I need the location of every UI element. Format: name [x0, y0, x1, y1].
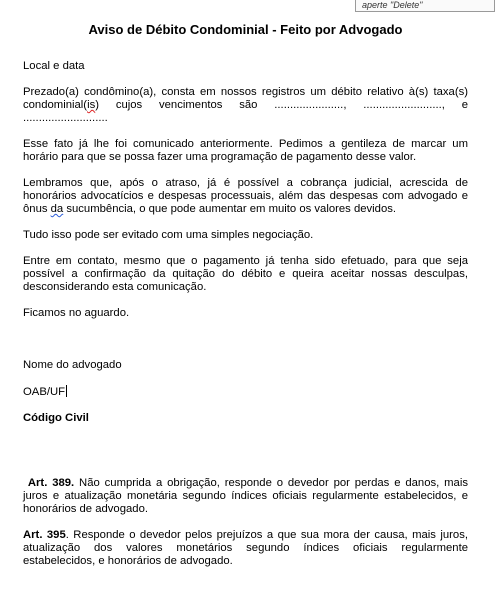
paragraph-negotiation: Tudo isso pode ser evitado com uma simples negociação.: [23, 229, 314, 241]
delete-hint-tooltip: aperte "Delete": [355, 0, 495, 12]
article-389: [23, 477, 468, 516]
paragraph-closing: Ficamos no aguardo.: [23, 307, 130, 319]
local-date-line: Local e data: [23, 60, 85, 72]
p1-text-d: ) cujos vencimentos são ......................, ........................., e ...........................: [23, 99, 468, 124]
p3-text-a: Lembramos que, após o atraso, já é possível a cobrança judicial, acrescida de honorários advocatícios e despesas processuais, além das despesas com advogado e ônus: [23, 177, 468, 215]
oab-line[interactable]: [23, 385, 468, 399]
civil-code-heading: Código Civil: [23, 412, 89, 424]
grammar-check-word[interactable]: da: [50, 203, 64, 215]
text-cursor: [66, 385, 67, 397]
paragraph-debt-notice: [23, 86, 468, 125]
p1-text-b: condominial(: [23, 99, 88, 111]
lawyer-name-line: Nome do advogado: [23, 359, 122, 371]
spellcheck-word[interactable]: is: [87, 99, 96, 111]
document-body[interactable]: [23, 60, 468, 568]
article-395-text: . Responde o devedor pelos prejuízos a que sua mora der causa, mais juros, atualização dos valores monetários segundo índices oficiais regularmente estabelecidos, e honorários de advogado.: [23, 529, 468, 567]
p3-text-c: sucumbência, o que pode aumentar em muito os valores devidos.: [63, 203, 397, 215]
document-title: Aviso de Débito Condominial - Feito por Advogado: [88, 22, 403, 37]
paragraph-previous-notice: Esse fato já lhe foi comunicado anteriormente. Pedimos a gentileza de marcar um horário para que se possa fazer uma programação de pagamento desse valor.: [23, 138, 468, 163]
article-395-label: Art. 395: [23, 529, 66, 541]
p1-text-a: Prezado(a) condômino(a), consta em nossos registros um débito relativo à(s) taxa(s): [23, 86, 468, 98]
spacer: [23, 333, 468, 359]
article-389-text: Não cumprida a obrigação, responde o devedor por perdas e danos, mais juros e atualização monetária segundo índices oficiais regularmente estabelecidos, e honorários de advogado.: [23, 477, 468, 515]
article-389-label: Art. 389.: [27, 477, 75, 489]
paragraph-contact: Entre em contato, mesmo que o pagamento já tenha sido efetuado, para que seja possível a confirmação da quitação do débito e queira aceitar nossas desculpas, desconsiderando esta comunicação.: [23, 255, 468, 293]
spacer: [23, 438, 468, 477]
paragraph-legal-warning: [23, 177, 468, 216]
oab-text: OAB/UF: [23, 386, 66, 398]
article-395: [23, 529, 468, 568]
